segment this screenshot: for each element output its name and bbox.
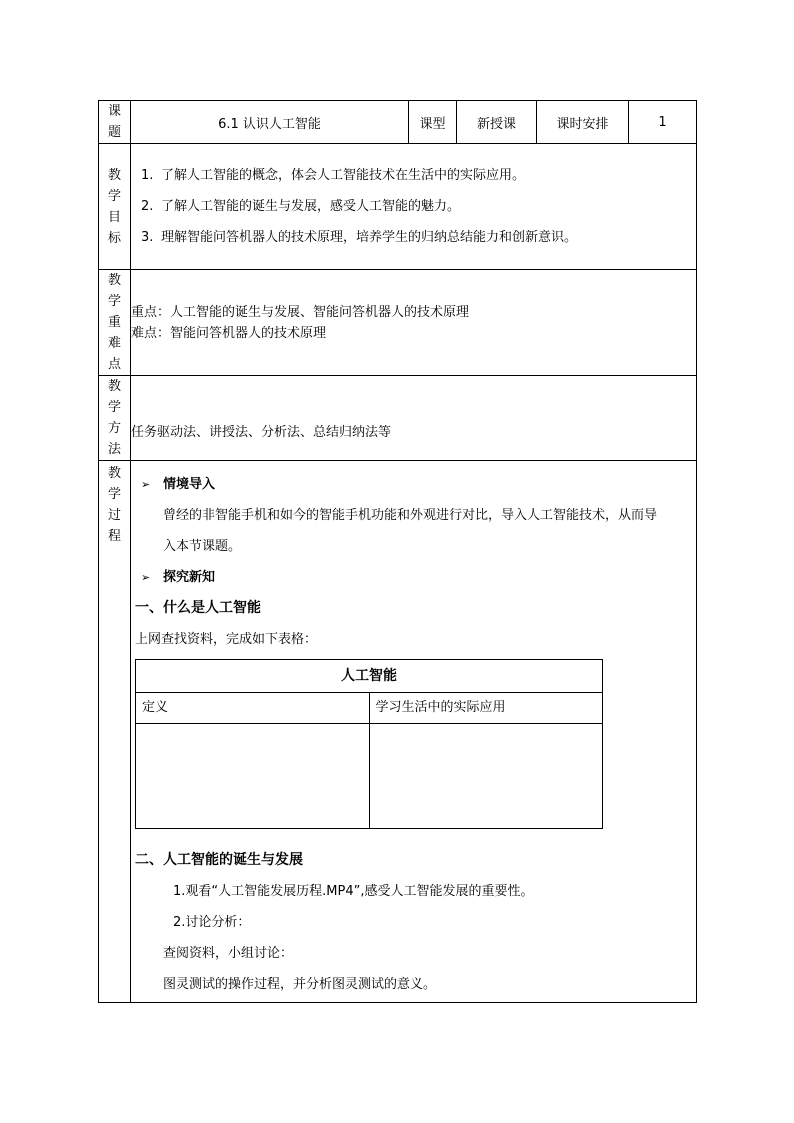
objectives-content (131, 144, 697, 270)
key-points-label: 教 学 重 难 点 (99, 270, 131, 376)
ai-table-application-header: 学习生活中的实际应用 (369, 692, 603, 723)
objectives-row (99, 144, 697, 270)
part2-item: 2.讨论分析： (173, 914, 251, 930)
part2-heading: 二、人工智能的诞生与发展 (135, 851, 303, 868)
part2-line: 查阅资料，小组讨论： (163, 945, 294, 961)
ai-worksheet-table (135, 659, 603, 829)
schedule-value: 1 (629, 101, 697, 144)
arrow-bullet-icon: ➢ (141, 570, 151, 584)
section-intro: ➢ 情境导入 (135, 469, 690, 500)
methods-content (131, 376, 697, 461)
schedule-label: 课时安排 (537, 101, 629, 144)
intro-text-line: 曾经的非智能手机和如今的智能手机功能和外观进行对比，导入人工智能技术，从而导 (163, 507, 658, 523)
objective-item: 3. 理解智能问答机器人的技术原理，培养学生的归纳总结能力和创新意识。 (141, 230, 578, 245)
ai-table-application-cell[interactable] (369, 723, 603, 828)
header-row (99, 101, 697, 144)
ai-table-title: 人工智能 (136, 659, 603, 692)
part1-heading: 一、什么是人工智能 (135, 599, 261, 616)
intro-text-line: 入本节课题。 (163, 538, 242, 554)
objective-item: 1. 了解人工智能的概念，体会人工智能技术在生活中的实际应用。 (141, 168, 526, 183)
process-label: 教 学 过 程 (99, 461, 131, 1003)
focus-text: 重点：人工智能的诞生与发展、智能问答机器人的技术原理 (131, 304, 470, 320)
ai-table-definition-cell[interactable] (136, 723, 370, 828)
difficulty-text: 难点：智能问答机器人的技术原理 (131, 325, 327, 341)
lesson-type-label: 课型 (409, 101, 457, 144)
lesson-type-value: 新授课 (457, 101, 537, 144)
methods-text: 任务驱动法、讲授法、分析法、总结归纳法等 (131, 424, 392, 440)
section-explore: ➢ 探究新知 (135, 562, 690, 593)
process-row (99, 461, 697, 1003)
part2-item: 1.观看“人工智能发展历程.MP4”,感受人工智能发展的重要性。 (173, 883, 534, 899)
process-content (131, 461, 697, 1003)
part1-text: 上网查找资料，完成如下表格： (135, 631, 318, 647)
methods-row (99, 376, 697, 461)
lesson-plan-table (98, 100, 697, 1003)
part2-line: 图灵测试的操作过程，并分析图灵测试的意义。 (163, 976, 437, 992)
arrow-bullet-icon: ➢ (141, 477, 151, 491)
ai-table-definition-header: 定义 (136, 692, 370, 723)
key-points-row (99, 270, 697, 376)
methods-label: 教 学 方 法 (99, 376, 131, 461)
lesson-title: 6.1 认识人工智能 (131, 101, 409, 144)
objective-item: 2. 了解人工智能的诞生与发展，感受人工智能的魅力。 (141, 199, 461, 214)
topic-label: 课 题 (99, 101, 131, 144)
objectives-label: 教 学 目 标 (99, 144, 131, 270)
key-points-content (131, 270, 697, 376)
